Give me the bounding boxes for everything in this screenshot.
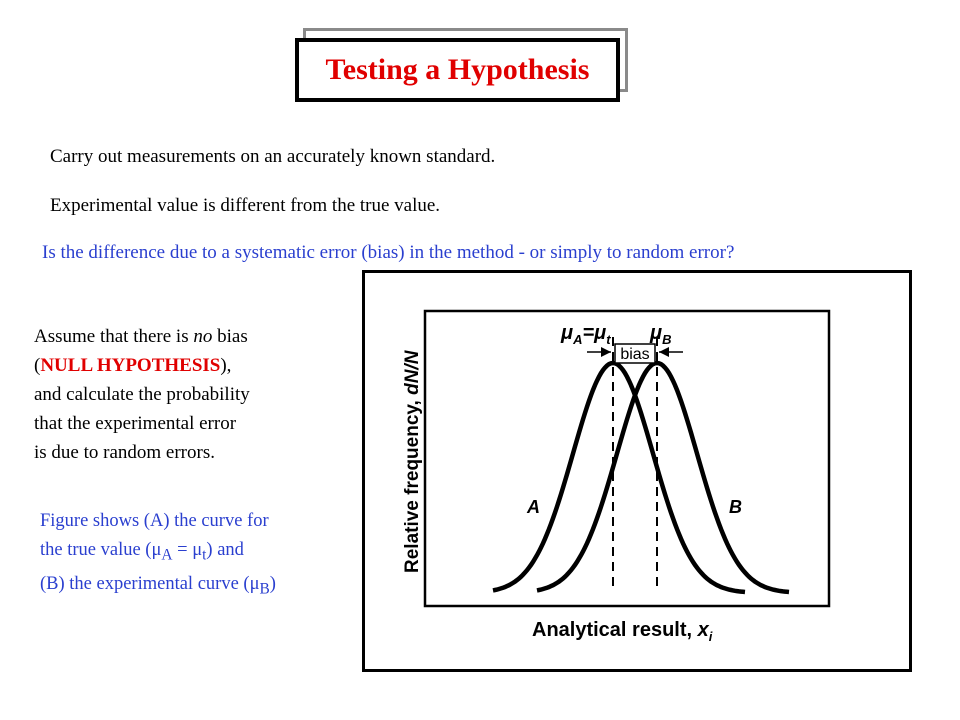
bias-label: bias — [620, 346, 650, 363]
caption-line-2: the true value $(\mu_A = \mu_t)$ and — [40, 540, 244, 564]
assume-line-5: is due to random errors. — [34, 442, 215, 463]
curve-a — [493, 363, 745, 592]
distribution-diagram — [365, 273, 909, 669]
caption-line-3: (B) the experimental curve $(\mu_B)$ — [40, 573, 276, 598]
null-hypothesis-label: NULL HYPOTHESIS — [40, 355, 221, 376]
figure-caption — [40, 507, 276, 603]
bias-arrowhead-left — [601, 347, 611, 357]
title-frame — [295, 32, 628, 102]
mu-a-equals-mu-t-label: $\mu_A=\mu_t$ — [561, 322, 611, 347]
curve-b — [537, 363, 789, 592]
assume-line-3: and calculate the probability — [34, 384, 250, 405]
title-box — [295, 38, 620, 102]
x-axis-label: Analytical result, $x_i$ — [532, 619, 713, 644]
bias-arrowhead-right — [659, 347, 669, 357]
y-axis-label: Relative frequency, dN/N — [402, 350, 423, 573]
distribution-figure — [362, 270, 912, 672]
assume-line-2: (NULL HYPOTHESIS), — [34, 355, 232, 376]
statement-line-2: Experimental value is different from the true value. — [50, 195, 441, 216]
assume-line-1: Assume that there is no bias — [34, 326, 248, 347]
curve-b-label: B — [729, 497, 742, 517]
assumption-paragraph — [34, 322, 250, 467]
page-title: Testing a Hypothesis — [325, 53, 590, 86]
curve-a-label: A — [527, 497, 540, 517]
assume-line-4: that the experimental error — [34, 413, 237, 434]
question-line: Is the difference due to a systematic error (bias) in the method - or simply to random error? — [42, 242, 735, 263]
caption-line-1: Figure shows (A) the curve for — [40, 511, 269, 531]
mu-b-label: $\mu_B$ — [650, 322, 672, 347]
statement-line-1: Carry out measurements on an accurately known standard. — [50, 146, 496, 167]
